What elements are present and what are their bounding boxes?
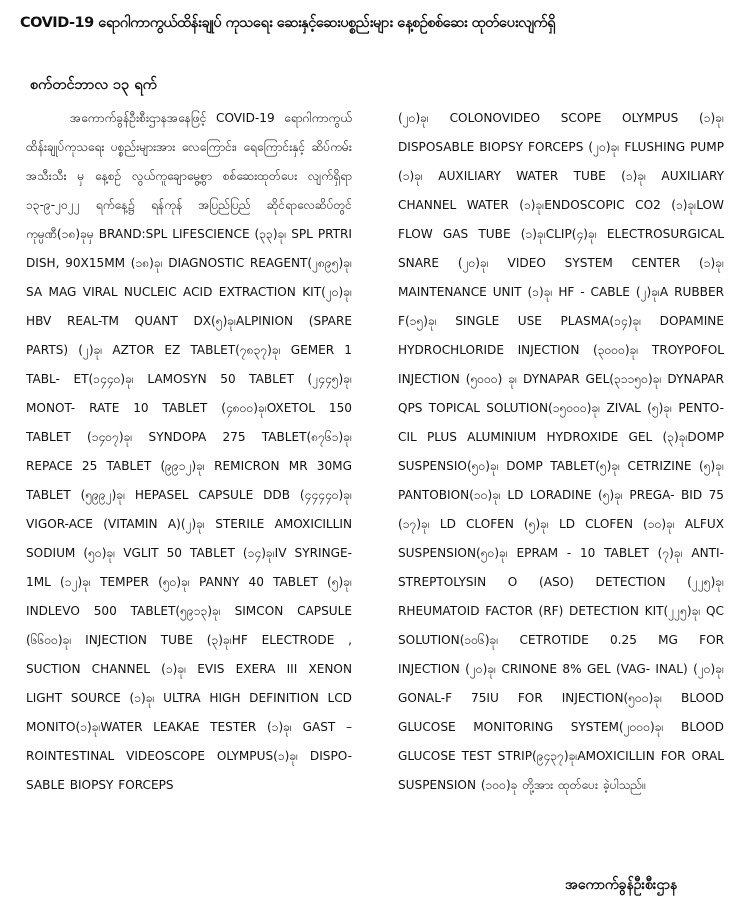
article-paragraph: အကောက်ခွန်ဦးစီးဌာနအနေဖြင့် COVID-19 ရောဂါကာကွယ်ထိန်းချုပ်ကုသရေး ပစ္စည်းများအား လေကြောင်း၊ ရေကြောင်းနှင့် ဆိပ်ကမ်းအသီးသီး မှ နေ့စဉ် လွယ်ကူချောမွေ့စွာ စစ်ဆေးထုတ်ပေး လျက်ရှိရာ ၁၃-၉-၂၀၂၂ ရက်နေ့၌ ရန်ကုန် အပြည်ပြည် ဆိုင်ရာလေဆိပ်တွင် ကုမ္ပဏီ(၁၈)ခုမှ BRAND:SPL LIFESCIENCE (၃၃)ခု၊ SPL PRTRI DISH, 90X15MM (၁၈)ခု၊ DIAGNOSTIC REAGENT(၂၈၉၅)ခု၊ SA MAG VIRAL NUCLEIC ACID EXTRACTION KIT(၂၀)ခု၊ HBV REAL-TM QUANT DX(၅)ခု၊ALPINION (SPARE PARTS) (၂)ခု၊ AZTOR EZ TABLET(၇၈၃၇)ခု၊ GEMER 1 TABL- ET(၁၄၄၀)ခု၊ LAMOSYN 50 TABLET (၂၄၄၅)ခု၊ MONOT- RATE 10 TABLET (၄၈၀၀)ခု၊OXETOL 150 TABLET (၁၄၀၇)ခု၊ SYNDOPA 275 TABLET(၈၇၆၁)ခု၊ REPACE 25 TABLET (၉၉၁၂)ခု၊ REMICRON MR 30MG TABLET (၅၉၉၂)ခု၊ HEPASEL CAPSULE DDB (၄၄၄၄၀)ခု၊VIGOR-ACE (VITAMIN A)(၂)ခု၊ STERILE AMOXICILLIN SODIUM (၅၀)ခု၊ VGLIT 50 TABLET (၁၄)ခု၊IV SYRINGE-1ML (၁၂)ခု၊ TEMPER (၅၀)ခု၊ PANNY 40 TABLET (၅)ခု၊ INDLEVO 500 TABLET(၅၉၁၃)ခု၊ SIMCON CAPSULE (၆၆၀၀)ခု၊ INJECTION TUBE (၃)ခု၊HF ELECTRODE , SUCTION CHANNEL (၁)ခု၊ EVIS EXERA III XENON LIGHT SOURCE (၁)ခု၊ ULTRA HIGH DEFINITION LCD MONITO(၁)ခု၊WATER LEAKAE TESTER (၁)ခု၊ GAST –ROINTESTINAL VIDEOSCOPE OLYMPUS(၁)ခု၊ DISPO- SABLE BIOPSY FORCEPS (26, 111, 352, 792)
article-paragraph-continued: (၂၀)ခု၊ COLONOVIDEO SCOPE OLYMPUS (၁)ခု၊ DISPOSABLE BIOPSY FORCEPS (၂၀)ခု၊ FLUSHING PUMP (၁)ခု၊ AUXILIARY WATER TUBE (၁)ခု၊ AUXILIARY CHANNEL WATER (၁)ခု၊ENDOSCOPIC CO2 (၁)ခု၊LOW FLOW GAS TUBE (၁)ခု၊CLIP(၄)ခု၊ ELECTROSURGICAL SNARE (၂၀)ခု၊ VIDEO SYSTEM CENTER (၁)ခု၊MAINTENANCE UNIT (၁)ခု၊ HF - CABLE (၂)ခု၊A RUBBER F(၁၅)ခု၊ SINGLE USE PLASMA(၁၄)ခု၊ DOPAMINE HYDROCHLORIDE INJECTION (၃၀၀၀)ခု၊ TROYPOFOL INJECTION (၅၀၀၀) ခု၊ DYNAPAR GEL(၃၁၁၅၀)ခု၊ DYNAPAR QPS TOPICAL SOLUTION(၁၅၀၀၀)ခု၊ ZIVAL (၅)ခု၊ PENTO- CIL PLUS ALUMINIUM HYDROXIDE GEL (၃)ခု၊DOMP SUSPENSIO(၅၀)ခု၊ DOMP TABLET(၅)ခု၊ CETRIZINE (၅)ခု၊ PANTOBION(၁၀)ခု၊ LD LORADINE (၅)ခု၊ PREGA- BID 75 (၁၇)ခု၊ LD CLOFEN (၅)ခု၊ LD CLOFEN (၁၀)ခု၊ ALFUX SUSPENSION(၅၀)ခု၊ EPRAM - 10 TABLET (၇)ခု၊ ANTI-STREPTOLYSIN O (ASO) DETECTION (၂၂၅)ခု၊ RHEUMATOID FACTOR (RF) DETECTION KIT(၂၂၅)ခု၊ QC SOLUTION(၁၀၆)ခု၊ CETROTIDE 0.25 MG FOR INJECTION (၂၀)ခု၊ CRINONE 8% GEL (VAG- INAL) (၂၀)ခု၊ GONAL-F 75IU FOR INJECTION(၅၀၀)ခု၊ BLOOD GLUCOSE MONITORING SYSTEM(၂၀၀၀)ခု၊ BLOOD GLUCOSE TEST STRIP(၉၄၃၇)ခု၊AMOXICILLIN FOR ORAL SUSPENSION (၁၀၀)ခု တို့အား ထုတ်ပေး ခဲ့ပါသည်။ (398, 111, 724, 792)
dateline: စက်တင်ဘာလ ၁၃ ရက် (30, 77, 157, 93)
article-column-left (26, 104, 352, 800)
signature: အကောက်ခွန်ဦးစီးဌာန (565, 877, 678, 893)
headline: COVID-19 ရောဂါကာကွယ်ထိန်းချုပ် ကုသရေး ဆေးနှင့်ဆေးပစ္စည်းများ နေ့စဉ်စစ်ဆေး ထုတ်ပေးလျက်ရှိ (20, 15, 556, 31)
article-column-right (398, 104, 724, 800)
